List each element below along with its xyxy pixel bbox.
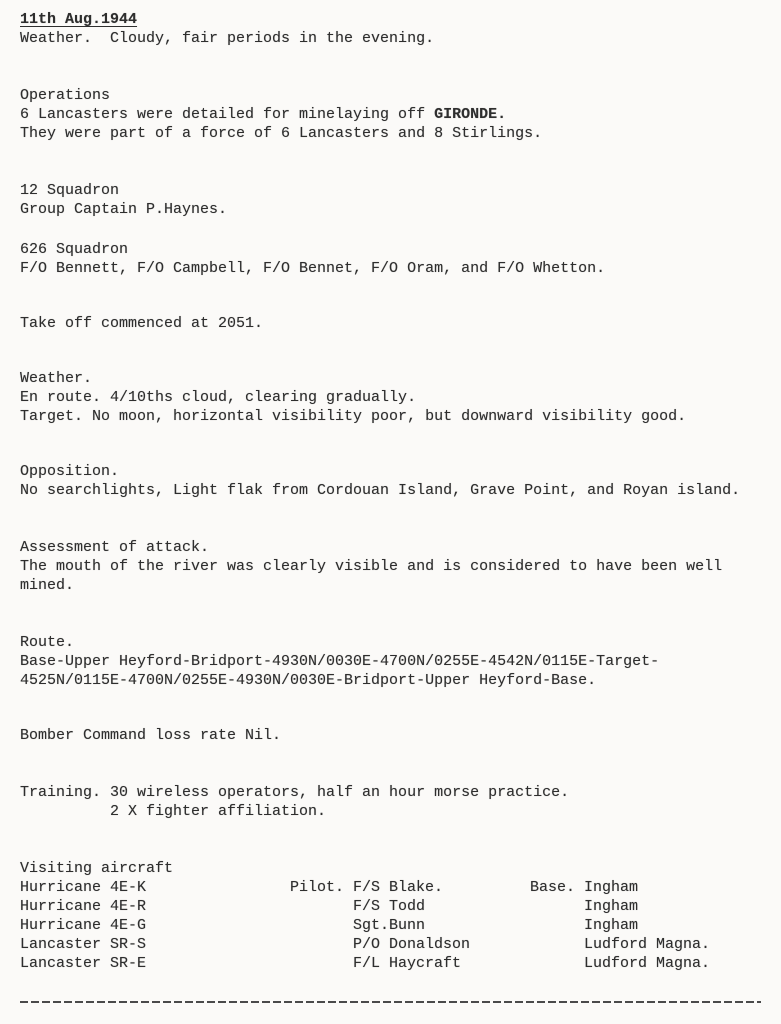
weather-en-route-line: En route. 4/10ths cloud, clearing gradually. — [20, 389, 417, 406]
assessment-line-1: The mouth of the river was clearly visible and is considered to have been well — [20, 558, 723, 575]
base-column-spacer — [530, 954, 584, 973]
pilot-column-label: Pilot. — [290, 879, 345, 896]
base-cell: Ingham — [584, 879, 639, 896]
base-cell: Ingham — [584, 898, 639, 915]
base-cell: Ludford Magna. — [584, 955, 711, 972]
weather-report-heading: Weather. — [20, 370, 93, 387]
squadron-626-section — [20, 240, 761, 278]
pilot-cell: P/O Donaldson — [353, 936, 471, 953]
training-line-2: 2 X fighter affiliation. — [110, 803, 327, 820]
operations-force-line: They were part of a force of 6 Lancasters and 8 Stirlings. — [20, 125, 543, 142]
operations-detail-line — [20, 105, 761, 124]
squadron-626-crews: F/O Bennett, F/O Campbell, F/O Bennet, F/O Oram, and F/O Whetton. — [20, 260, 606, 277]
weather-target-line: Target. No moon, horizontal visibility poor, but downward visibility good. — [20, 408, 687, 425]
daily-weather-line: Weather. Cloudy, fair periods in the evening. — [20, 30, 435, 47]
header-section — [20, 10, 761, 48]
operations-detail-text: 6 Lancasters were detailed for minelaying off — [20, 106, 435, 123]
training-section — [20, 783, 761, 821]
base-column-spacer — [530, 916, 584, 935]
route-heading: Route. — [20, 634, 75, 651]
opposition-heading: Opposition. — [20, 463, 120, 480]
operations-section — [20, 86, 761, 143]
visiting-aircraft-row — [20, 897, 761, 916]
visiting-aircraft-row — [20, 935, 761, 954]
pilot-column-spacer — [290, 935, 353, 954]
pilot-column-spacer — [290, 916, 353, 935]
pilot-column-spacer — [290, 954, 353, 973]
typed-divider-line — [20, 1001, 761, 1003]
squadron-12-section — [20, 181, 761, 219]
visiting-aircraft-heading: Visiting aircraft — [20, 860, 174, 877]
loss-rate-line: Bomber Command loss rate Nil. — [20, 727, 282, 744]
take-off-section — [20, 314, 761, 333]
squadron-12-heading: 12 Squadron — [20, 182, 120, 199]
aircraft-cell: Hurricane 4E-G — [20, 917, 147, 934]
pilot-column-spacer — [290, 897, 353, 916]
take-off-line: Take off commenced at 2051. — [20, 315, 264, 332]
base-cell: Ludford Magna. — [584, 936, 711, 953]
target-name-emphasis: GIRONDE. — [434, 106, 507, 123]
pilot-cell: Sgt.Bunn — [353, 917, 426, 934]
assessment-section — [20, 538, 761, 595]
pilot-cell: F/L Haycraft — [353, 955, 462, 972]
date-heading: 11th Aug.1944 — [20, 11, 138, 28]
aircraft-cell: Lancaster SR-E — [20, 955, 147, 972]
base-column-label: Base. — [530, 879, 576, 896]
pilot-cell: F/S Todd — [353, 898, 426, 915]
operations-heading: Operations — [20, 87, 111, 104]
squadron-626-heading: 626 Squadron — [20, 241, 129, 258]
visiting-aircraft-section — [20, 859, 761, 973]
aircraft-cell: Hurricane 4E-R — [20, 898, 147, 915]
route-section — [20, 633, 761, 690]
training-line-1: Training. 30 wireless operators, half an hour morse practice. — [20, 784, 570, 801]
visiting-aircraft-row — [20, 878, 761, 897]
weather-report-section — [20, 369, 761, 426]
assessment-heading: Assessment of attack. — [20, 539, 210, 556]
aircraft-cell: Hurricane 4E-K — [20, 879, 147, 896]
visiting-aircraft-row — [20, 954, 761, 973]
base-column-spacer — [530, 897, 584, 916]
route-line-2: 4525N/0115E-4700N/0255E-4930N/0030E-Bridport-Upper Heyford-Base. — [20, 672, 597, 689]
pilot-cell: F/S Blake. — [353, 879, 444, 896]
opposition-details: No searchlights, Light flak from Cordouan Island, Grave Point, and Royan island. — [20, 482, 741, 499]
loss-rate-section — [20, 726, 761, 745]
squadron-12-commander: Group Captain P.Haynes. — [20, 201, 228, 218]
visiting-aircraft-row — [20, 916, 761, 935]
assessment-line-2: mined. — [20, 577, 75, 594]
aircraft-cell: Lancaster SR-S — [20, 936, 147, 953]
opposition-section — [20, 462, 761, 500]
base-column-spacer — [530, 935, 584, 954]
base-cell: Ingham — [584, 917, 639, 934]
route-line-1: Base-Upper Heyford-Bridport-4930N/0030E-4700N/0255E-4542N/0115E-Target- — [20, 653, 660, 670]
